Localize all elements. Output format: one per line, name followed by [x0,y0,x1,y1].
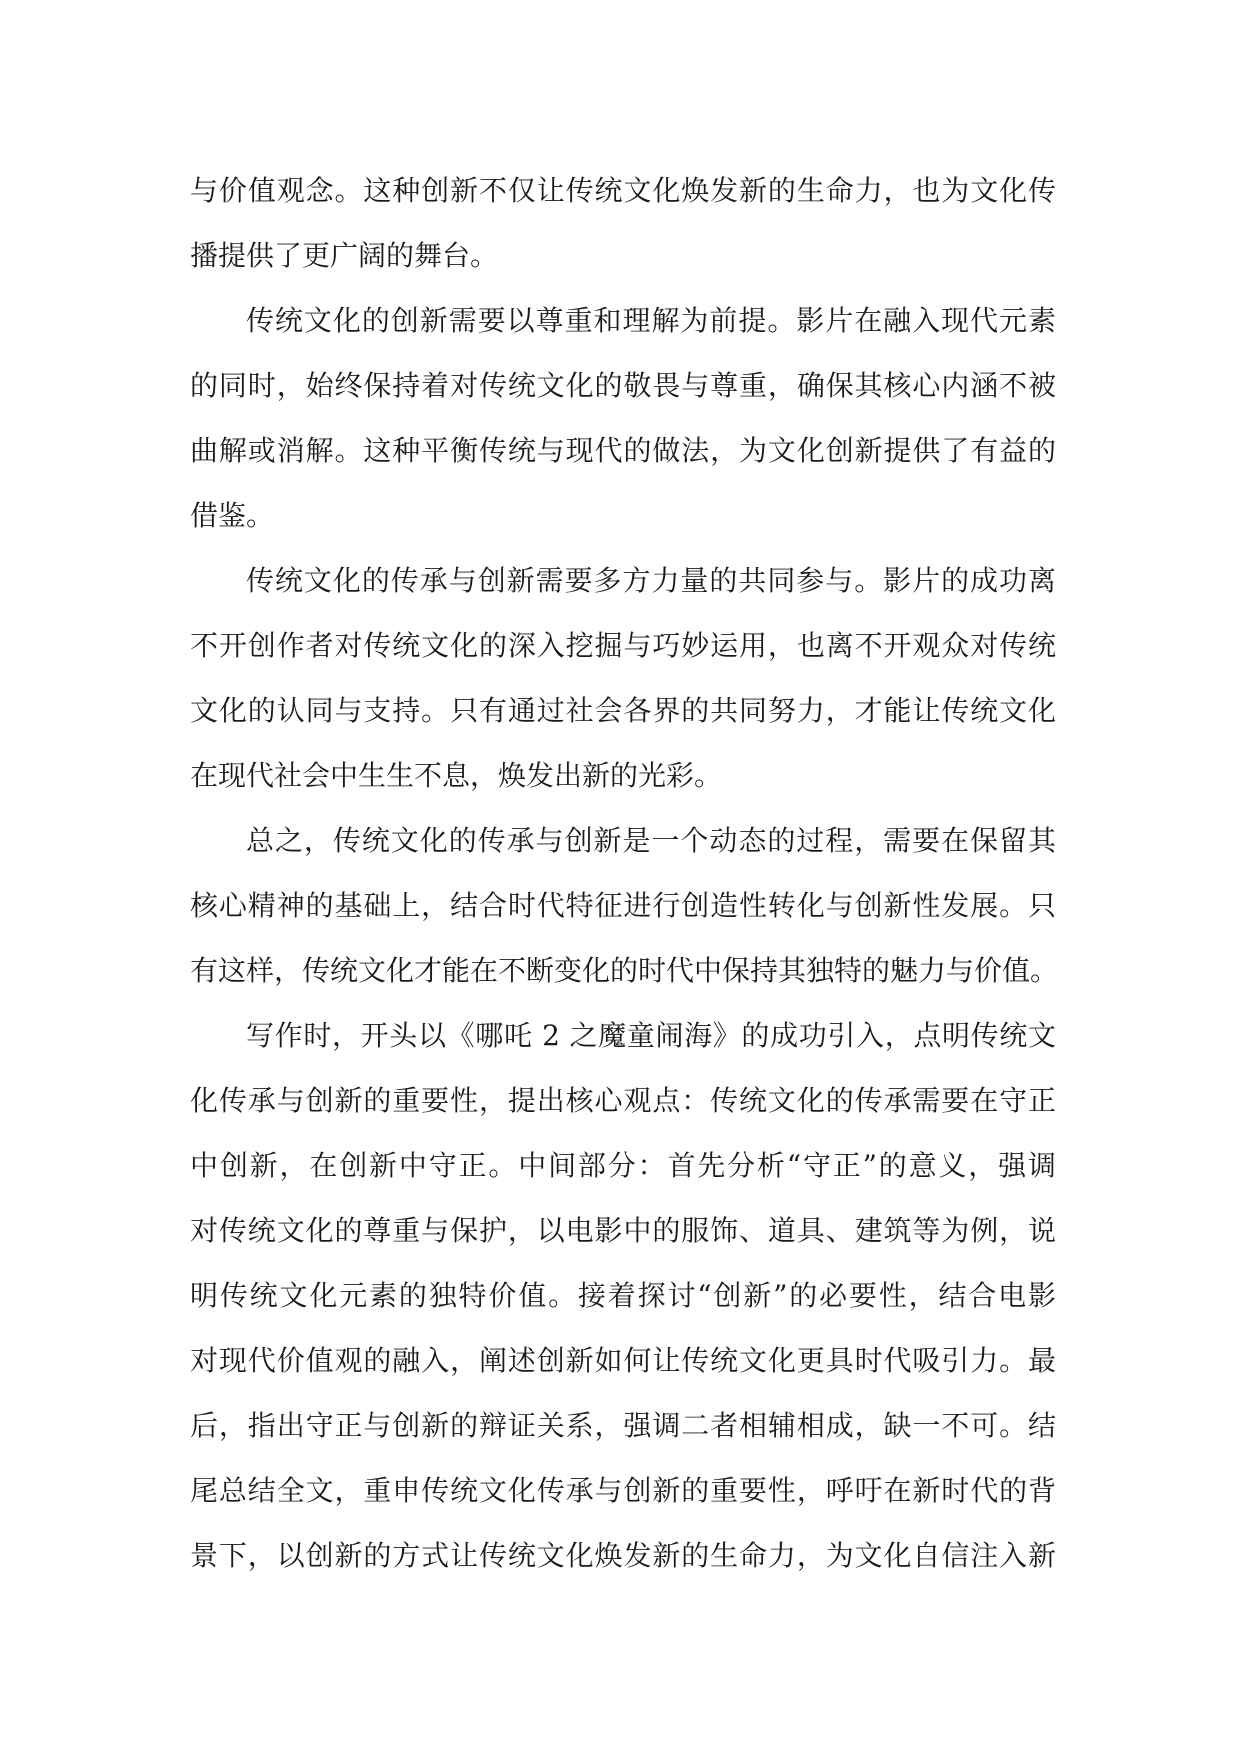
text-line: 不开创作者对传统文化的深入挖掘与巧妙运用，也离不开观众对传统 [190,629,1056,662]
text-line: 明传统文化元素的独特价值。接着探讨“创新”的必要性，结合电影 [190,1279,1056,1312]
text-line: 尾总结全文，重申传统文化传承与创新的重要性，呼吁在新时代的背 [190,1474,1056,1507]
paragraph-4 [190,808,1059,1003]
text-line: 后，指出守正与创新的辩证关系，强调二者相辅相成，缺一不可。结 [190,1409,1056,1442]
text-line: 文化的认同与支持。只有通过社会各界的共同努力，才能让传统文化 [190,694,1056,727]
text-line: 借鉴。 [190,499,275,532]
text-line: 的同时，始终保持着对传统文化的敬畏与尊重，确保其核心内涵不被 [190,369,1056,402]
text-line: 传统文化的创新需要以尊重和理解为前提。影片在融入现代元素 [246,304,1056,337]
text-line: 有这样，传统文化才能在不断变化的时代中保持其独特的魅力与价值。 [190,954,1059,987]
text-line: 对现代价值观的融入，阐述创新如何让传统文化更具时代吸引力。最 [190,1344,1056,1377]
text-line: 传统文化的传承与创新需要多方力量的共同参与。影片的成功离 [246,564,1056,597]
text-line: 景下，以创新的方式让传统文化焕发新的生命力，为文化自信注入新 [190,1539,1056,1572]
paragraph-5 [190,1003,1056,1588]
text-line: 核心精神的基础上，结合时代特征进行创造性转化与创新性发展。只 [190,889,1056,922]
paragraph-2 [190,288,1056,548]
text-line: 曲解或消解。这种平衡传统与现代的做法，为文化创新提供了有益的 [190,434,1056,467]
paragraph-3 [190,548,1056,808]
text-line: 播提供了更广阔的舞台。 [190,239,499,272]
paragraph-1 [190,158,1056,288]
text-line: 与价值观念。这种创新不仅让传统文化焕发新的生命力，也为文化传 [190,174,1056,207]
text-line: 总之，传统文化的传承与创新是一个动态的过程，需要在保留其 [246,824,1056,857]
text-line: 对传统文化的尊重与保护，以电影中的服饰、道具、建筑等为例，说 [190,1214,1056,1247]
text-line: 化传承与创新的重要性，提出核心观点：传统文化的传承需要在守正 [190,1084,1056,1117]
text-line: 在现代社会中生生不息，焕发出新的光彩。 [190,759,723,792]
body-text [190,158,1059,1588]
text-line: 写作时，开头以《哪吒 2 之魔童闹海》的成功引入，点明传统文 [246,1019,1056,1052]
text-line: 中创新，在创新中守正。中间部分：首先分析“守正”的意义，强调 [190,1149,1056,1182]
